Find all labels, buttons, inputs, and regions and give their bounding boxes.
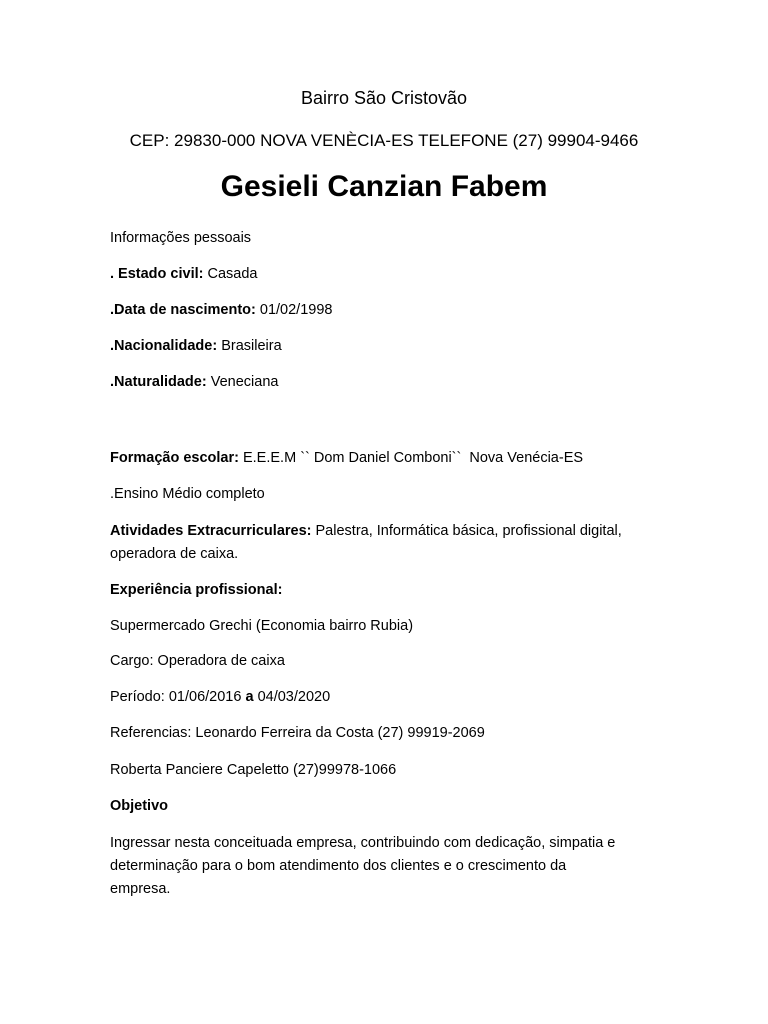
address-line-2: CEP: 29830-000 NOVA VENÈCIA-ES TELEFONE (27) 99904-9466 bbox=[129, 131, 639, 150]
education-row bbox=[110, 450, 583, 466]
address-line-1: Bairro São Cristovão bbox=[300, 88, 468, 108]
education-level: .Ensino Médio completo bbox=[110, 486, 265, 502]
period-end: 04/03/2020 bbox=[257, 689, 331, 705]
nationality-value: Brasileira bbox=[221, 338, 282, 354]
period-label: Período: bbox=[110, 689, 165, 705]
activities-label: Atividades Extracurriculares: bbox=[110, 523, 312, 539]
objective-text: Ingressar nesta conceituada empresa, contribuindo com dedicação, simpatia e determinação para o bom atendimento dos clientes e o crescimento da empresa. bbox=[110, 835, 616, 897]
nationality-row bbox=[110, 338, 282, 354]
marital-status-row bbox=[110, 266, 258, 282]
period-start: 01/06/2016 bbox=[168, 689, 242, 705]
birth-date-row bbox=[110, 302, 332, 318]
experience-heading: Experiência profissional: bbox=[110, 582, 283, 598]
birthplace-label: .Naturalidade: bbox=[110, 374, 207, 390]
objective-heading: Objetivo bbox=[110, 798, 169, 814]
reference-2: Roberta Panciere Capeletto (27)99978-1066 bbox=[110, 762, 397, 778]
birthplace-row bbox=[110, 374, 278, 390]
candidate-name: Gesieli Canzian Fabem bbox=[220, 170, 548, 203]
marital-status-label: . Estado civil: bbox=[110, 266, 204, 282]
education-label: Formação escolar: bbox=[110, 450, 239, 466]
period-separator: a bbox=[245, 689, 254, 705]
nationality-label: .Nacionalidade: bbox=[110, 338, 218, 354]
birth-date-label: .Data de nascimento: bbox=[110, 302, 256, 318]
personal-info-heading: Informações pessoais bbox=[110, 230, 252, 246]
birth-date-value: 01/02/1998 bbox=[259, 302, 333, 318]
marital-status-value: Casada bbox=[207, 266, 258, 282]
activities-value: Palestra, Informática básica, profissional digital, operadora de caixa. bbox=[110, 523, 622, 562]
experience-company: Supermercado Grechi (Economia bairro Rubia) bbox=[110, 618, 414, 634]
education-value: E.E.E.M `` Dom Daniel Comboni`` Nova Venécia-ES bbox=[242, 450, 584, 466]
birthplace-value: Veneciana bbox=[210, 374, 279, 390]
experience-role: Cargo: Operadora de caixa bbox=[110, 653, 285, 669]
activities-paragraph bbox=[110, 520, 630, 566]
reference-1: Referencias: Leonardo Ferreira da Costa (27) 99919-2069 bbox=[110, 725, 485, 741]
experience-period-row bbox=[110, 689, 330, 705]
